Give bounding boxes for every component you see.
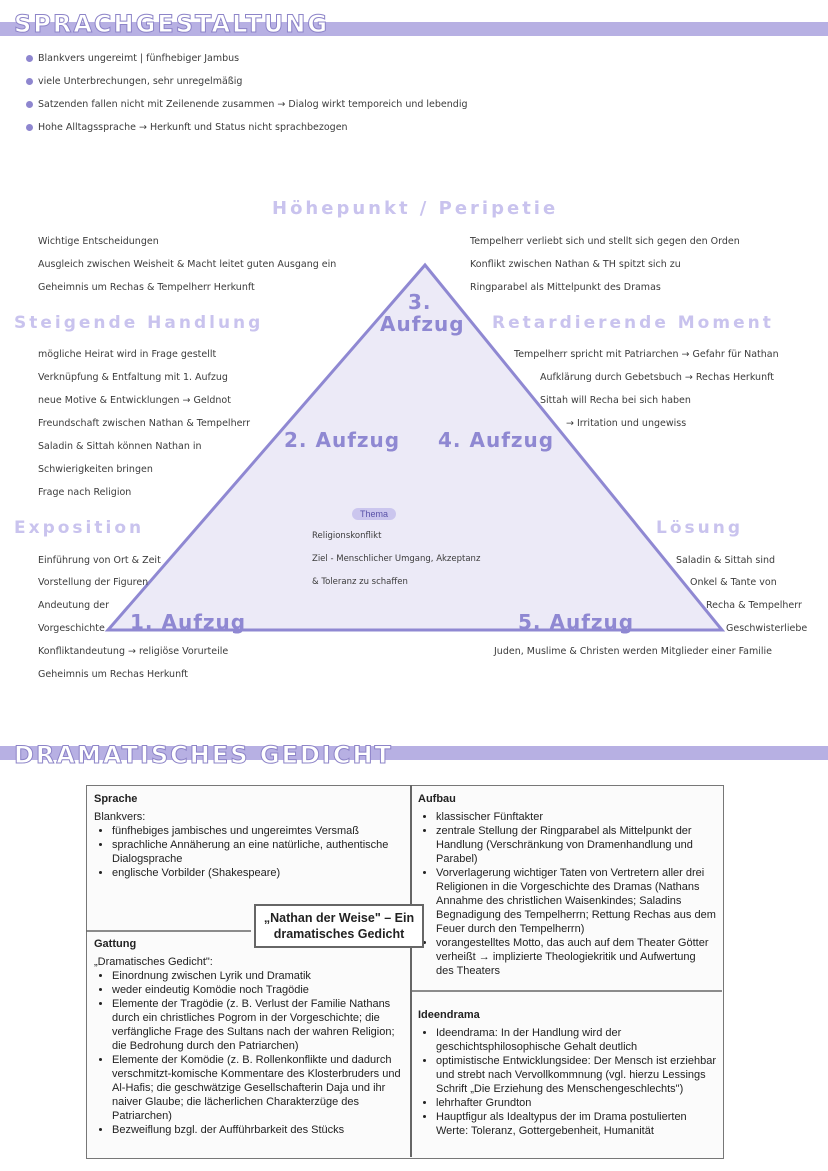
section-title-dramatisches-gedicht: DRAMATISCHES GEDICHT: [14, 741, 393, 769]
note-line: Saladin & Sittah sind: [676, 555, 776, 566]
note-line: Sittah will Recha bei sich haben: [540, 395, 691, 406]
note-line: Freundschaft zwischen Nathan & Tempelherr: [38, 418, 251, 429]
list-item: Blankvers ungereimt | fünfhebiger Jambus: [38, 53, 240, 64]
note-line: Tempelherr spricht mit Patriarchen → Gefahr für Nathan: [514, 349, 779, 360]
list-item: • Einordnung zwischen Lyrik und Dramatik: [112, 969, 410, 983]
aufzug-2-label: 2. Aufzug: [284, 428, 401, 452]
box-title: Sprache: [94, 793, 138, 805]
note-line: Andeutung der: [38, 600, 110, 611]
list-item: • zentrale Stellung der Ringparabel als Mittelpunkt der Handlung (Verschränkung von Dramenhandlung und Parabel): [436, 824, 716, 866]
box-sprache: [94, 792, 409, 880]
list-item: • Bezweiflung bzgl. der Aufführbarkeit des Stücks: [112, 1123, 410, 1137]
box-intro: Blankvers:: [94, 811, 146, 823]
note-line: Ausgleich zwischen Weisheit & Macht leitet guten Ausgang ein: [38, 259, 337, 270]
list-item: • klassischer Fünftakter: [436, 810, 716, 824]
box-title: Gattung: [94, 938, 137, 950]
thema-line: Ziel - Menschlicher Umgang, Akzeptanz: [312, 554, 481, 564]
section-title-sprachgestaltung: SPRACHGESTALTUNG: [14, 10, 330, 38]
note-line: → Irritation und ungewiss: [566, 418, 687, 429]
list-item: • Hauptfigur als Idealtypus der im Drama postulierten Werte: Toleranz, Gottergebenheit, Humanität: [436, 1110, 716, 1138]
note-line: Geheimnis um Rechas & Tempelherr Herkunft: [38, 282, 255, 293]
box-title: Ideendrama: [418, 1009, 480, 1021]
thema-line: Religionskonflikt: [312, 531, 382, 541]
list-item: viele Unterbrechungen, sehr unregelmäßig: [38, 76, 243, 87]
thema-badge: Thema: [352, 508, 396, 520]
label-hoehepunkt: Höhepunkt / Peripetie: [272, 198, 559, 219]
box-title: Aufbau: [418, 793, 456, 805]
label-steigende-handlung: Steigende Handlung: [14, 313, 264, 333]
aufzug-4-label: 4. Aufzug: [438, 428, 555, 452]
label-exposition: Exposition: [14, 518, 145, 538]
list-item: • Elemente der Komödie (z. B. Rollenkonflikte und dadurch verschmitzt-komische Kommentare des Klosterbruders und Al-Hafis; die geschwätzige Gesellschafterin Daja und ihr naiver Glaube; die lächerlichen Charakterzüge des Patriarchen): [112, 1053, 410, 1123]
label-loesung: Lösung: [656, 518, 744, 538]
note-line: Aufklärung durch Gebetsbuch → Rechas Herkunft: [540, 372, 774, 383]
note-line: neue Motive & Entwicklungen → Geldnot: [38, 395, 231, 406]
box-intro: „Dramatisches Gedicht":: [94, 956, 213, 968]
note-line: Wichtige Entscheidungen: [38, 236, 159, 247]
note-line: Konfliktandeutung → religiöse Vorurteile: [38, 646, 229, 657]
note-line: Recha & Tempelherr: [706, 600, 802, 611]
thema-line: & Toleranz zu schaffen: [312, 577, 408, 587]
note-line: Juden, Muslime & Christen werden Mitglieder einer Familie: [494, 646, 773, 657]
note-line: mögliche Heirat wird in Frage gestellt: [38, 349, 217, 360]
note-line: Tempelherr verliebt sich und stellt sich gegen den Orden: [470, 236, 740, 247]
note-line: Schwierigkeiten bringen: [38, 464, 153, 475]
note-line: Frage nach Religion: [38, 487, 132, 498]
list-item: • weder eindeutig Komödie noch Tragödie: [112, 983, 410, 997]
note-line: Vorgeschichte: [38, 623, 105, 634]
aufzug-3-label: Aufzug: [380, 312, 465, 336]
box-gattung: [94, 937, 410, 1137]
note-line: Vorstellung der Figuren: [38, 577, 149, 588]
note-line: Ringparabel als Mittelpunkt des Dramas: [470, 282, 661, 293]
list-item: • lehrhafter Grundton: [436, 1096, 716, 1110]
list-item: Hohe Alltagssprache → Herkunft und Status nicht sprachbezogen: [38, 122, 348, 133]
note-line: Onkel & Tante von: [690, 577, 777, 588]
list-item: • Ideendrama: In der Handlung wird der geschichtsphilosophische Gehalt deutlich: [436, 1026, 716, 1054]
list-item: • englische Vorbilder (Shakespeare): [112, 866, 409, 880]
note-line: Saladin & Sittah können Nathan in: [38, 441, 202, 452]
list-item: Satzenden fallen nicht mit Zeilenende zusammen → Dialog wirkt temporeich und lebendig: [38, 99, 468, 110]
list-item: • vorangestelltes Motto, das auch auf dem Theater Götter verheißt → implizierte Theologiekritik und Aufwertung des Theaters: [436, 936, 716, 978]
note-line: Verknüpfung & Entfaltung mit 1. Aufzug: [38, 372, 228, 383]
aufzug-1-label: 1. Aufzug: [130, 610, 247, 634]
list-item: • Elemente der Tragödie (z. B. Verlust der Familie Nathans durch ein christliches Pogrom in der Vorgeschichte; die verfängliche Frage des Sultans nach der wahren Religion; die Bedrohung durch den Patriarchen): [112, 997, 410, 1053]
label-retardierendes-moment: Retardierende Moment: [492, 313, 774, 333]
list-item: • Vorverlagerung wichtiger Taten von Vertretern aller drei Religionen in die Vorgeschichte des Dramas (Nathans Annahme des christlichen Waisenkindes; Saladins Begnadigung des Tempelherrn; Rettung Rechas aus dem Feuer durch den Tempelherrn): [436, 866, 716, 936]
aufzug-5-label: 5. Aufzug: [518, 610, 635, 634]
box-aufbau: [418, 792, 716, 978]
center-title-box: „Nathan der Weise" – Ein dramatisches Gedicht: [254, 904, 424, 948]
list-item: • sprachliche Annäherung an eine natürliche, authentische Dialogsprache: [112, 838, 409, 866]
aufzug-3-number: 3.: [408, 290, 432, 314]
note-line: Geschwisterliebe: [726, 623, 808, 634]
note-line: Konflikt zwischen Nathan & TH spitzt sich zu: [470, 259, 681, 270]
list-item: • fünfhebiges jambisches und ungereimtes Versmaß: [112, 824, 409, 838]
box-ideendrama: [418, 1008, 716, 1138]
list-item: • optimistische Entwicklungsidee: Der Mensch ist erziehbar und strebt nach Vervollkommnung (vgl. hierzu Lessings Schrift „Die Erziehung des Menschengeschlechts"): [436, 1054, 716, 1096]
note-line: Einführung von Ort & Zeit: [38, 555, 161, 566]
note-line: Geheimnis um Rechas Herkunft: [38, 669, 188, 680]
